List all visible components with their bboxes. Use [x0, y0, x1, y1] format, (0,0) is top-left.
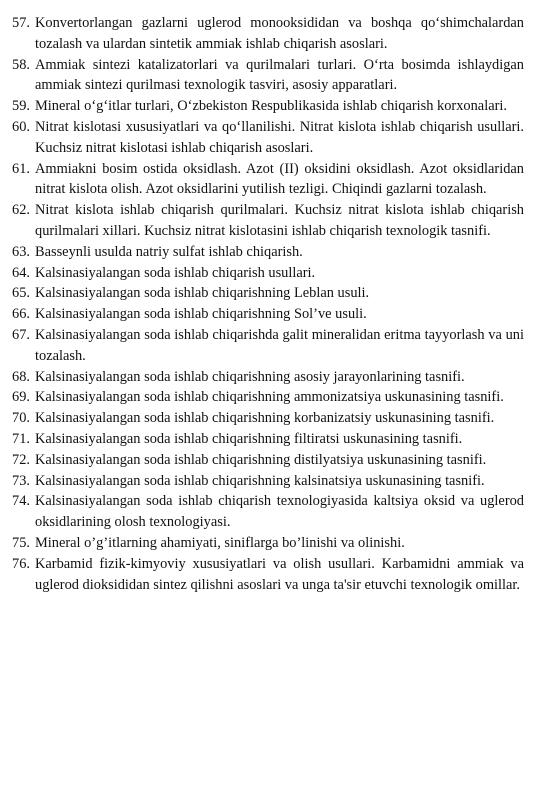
list-item: [12, 96, 524, 117]
item-number: 70.: [12, 410, 30, 427]
item-number: 57.: [12, 15, 30, 31]
item-text: Kalsinasiyalangan soda ishlab chiqarishning Leblan usuli.: [35, 285, 370, 302]
item-text: Kalsinasiyalangan soda ishlab chiqarishning asosiy jarayonlarining tasnifi.: [35, 368, 465, 385]
item-number: 66.: [12, 306, 30, 323]
item-number: 73.: [12, 472, 30, 489]
list-item: [12, 242, 524, 263]
list-item: [12, 200, 524, 242]
item-text: Kalsinasiyalangan soda ishlab chiqarishning korbanizatsiy uskunasining tasnifi.: [35, 410, 495, 427]
list-item: [12, 283, 524, 304]
item-text: Kalsinasiyalangan soda ishlab chiqarishda galit mineralidan eritma tayyorlash va uni tozalash.: [35, 326, 524, 364]
item-number: 76.: [12, 555, 30, 572]
item-text: Kalsinasiyalangan soda ishlab chiqarishning ammonizatsiya uskunasining tasnifi.: [35, 389, 504, 406]
item-text: Kalsinasiyalangan soda ishlab chiqarishning kalsinatsiya uskunasining tasnifi.: [35, 472, 485, 489]
item-number: 58.: [12, 56, 30, 73]
item-number: 60.: [12, 118, 30, 135]
list-item: [12, 533, 524, 554]
item-text: Nitrat kislotasi xususiyatlari va qo‘llanilishi. Nitrat kislota ishlab chiqarish usullari. Kuchsiz nitrat kislotasi ishlab chiqarish asoslari.: [35, 118, 524, 156]
item-number: 69.: [12, 389, 30, 406]
list-item: [12, 325, 524, 367]
item-number: 62.: [12, 202, 30, 219]
list-item: [12, 429, 524, 450]
list-item: [12, 263, 524, 284]
item-text: Kalsinasiyalangan soda ishlab chiqarish usullari.: [35, 264, 316, 281]
item-number: 64.: [12, 264, 30, 281]
item-text: Karbamid fizik-kimyoviy xususiyatlari va olish usullari. Karbamidni ammiak va uglerod dioksididan sintez qilishni asoslari va unga ta'sir etuvchi texnologik omillar.: [35, 555, 524, 593]
item-text: Ammiak sintezi katalizatorlari va qurilmalari turlari. O‘rta bosimda ishlaydigan ammiak sintezi qurilmasi texnologik tasviri, asosiy apparatlari.: [35, 56, 524, 94]
item-text: Kalsinasiyalangan soda ishlab chiqarishning distilyatsiya uskunasining tasnifi.: [35, 451, 487, 468]
item-number: 68.: [12, 368, 30, 385]
list-item: [12, 304, 524, 325]
item-number: 71.: [12, 430, 30, 447]
item-number: 75.: [12, 534, 30, 551]
item-text: Kalsinasiyalangan soda ishlab chiqarishning Sol’ve usuli.: [35, 306, 367, 323]
list-item: [12, 159, 524, 201]
list-item: [12, 387, 524, 408]
list-item: [12, 55, 524, 97]
item-text: Basseynli usulda natriy sulfat ishlab chiqarish.: [35, 243, 303, 260]
item-text: Mineral o‘g‘itlar turlari, O‘zbekiston Respublikasida ishlab chiqarish korxonalari.: [35, 98, 507, 115]
item-number: 72.: [12, 451, 30, 468]
list-item: [12, 117, 524, 159]
item-number: 63.: [12, 243, 30, 260]
item-text: Nitrat kislota ishlab chiqarish qurilmalari. Kuchsiz nitrat kislota ishlab chiqarish qurilmalari xillari. Kuchsiz nitrat kislotasini ishlab chiqarish texnologik tasnifi.: [35, 202, 524, 239]
list-item: [12, 554, 524, 596]
list-item: [12, 408, 524, 429]
item-number: 65.: [12, 285, 30, 302]
item-text: Kalsinasiyalangan soda ishlab chiqarish texnologiyasida kaltsiya oksid va uglerod oksidlarining olosh texnologiyasi.: [35, 493, 524, 531]
item-text: Ammiakni bosim ostida oksidlash. Azot (II) oksidini oksidlash. Azot oksidlaridan nitrat kislota olish. Azot oksidlarini yutilish tezligi. Chiqindi gazlarni tozalash.: [35, 160, 524, 198]
item-number: 61.: [12, 160, 30, 177]
item-text: Mineral o’g’itlarning ahamiyati, siniflarga bo’linishi va olinishi.: [35, 534, 405, 551]
list-item: [12, 450, 524, 471]
list-item: [12, 13, 524, 55]
item-number: 67.: [12, 326, 30, 343]
item-number: 59.: [12, 98, 30, 115]
list-item: [12, 491, 524, 533]
item-text: Konvertorlangan gazlarni uglerod monooksididan va boshqa qo‘shimchalardan tozalash va ulardan sintetik ammiak ishlab chiqarish asoslari.: [35, 15, 524, 52]
item-number: 74.: [12, 493, 30, 510]
list-item: [12, 471, 524, 492]
item-text: Kalsinasiyalangan soda ishlab chiqarishning filtiratsi uskunasining tasnifi.: [35, 430, 463, 447]
list-item: [12, 367, 524, 388]
